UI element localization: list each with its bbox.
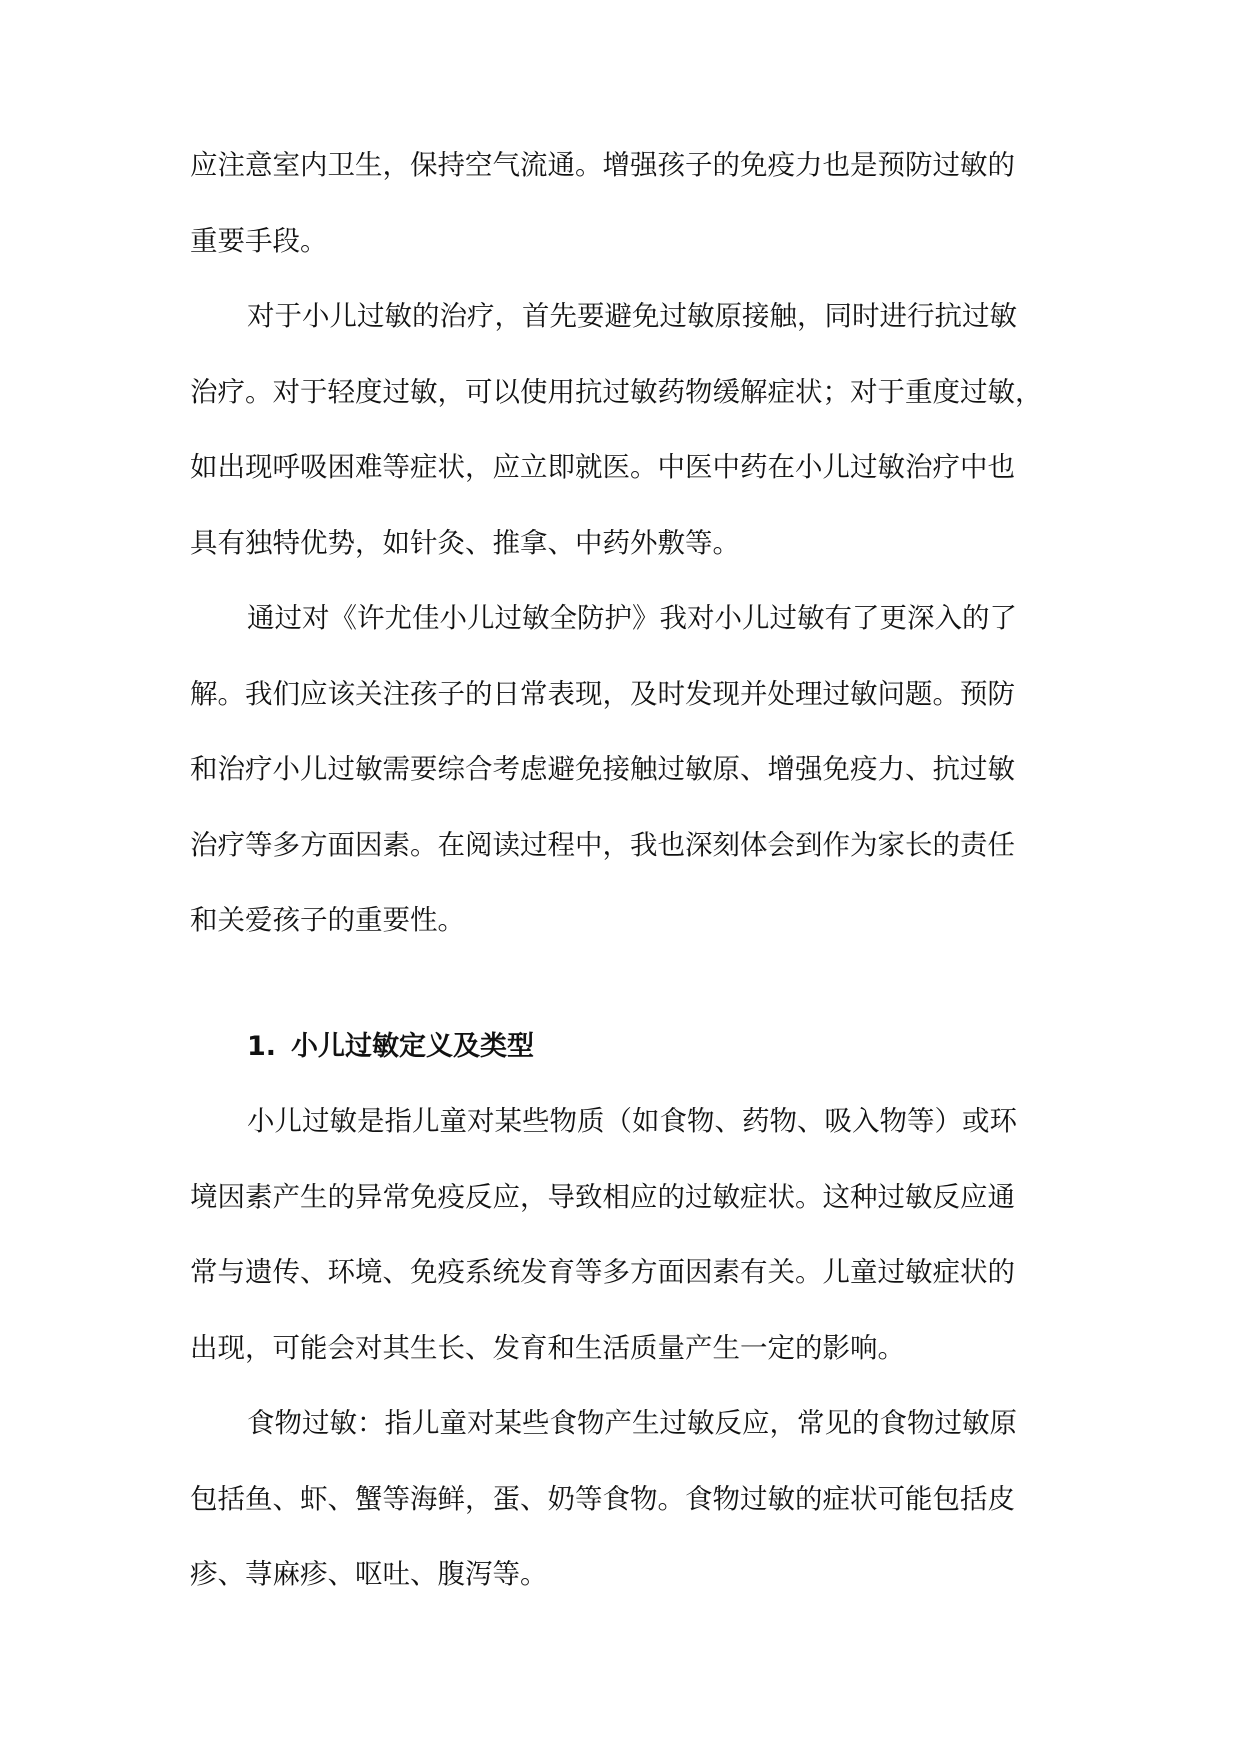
paragraph-allergy-definition: 小儿过敏是指儿童对某些物质（如食物、药物、吸入物等）或环 境因素产生的异常免疫反应，导致相应的过敏症状。这种过敏反应通 常与遗传、环境、免疫系统发育等多方面因素有关。儿童过敏症状的 出现，可能会对其生长、发育和生活质量产生一定的影响。	[190, 1105, 1017, 1364]
section-heading-number: 1.	[247, 1030, 277, 1062]
paragraph-prevention-end: 应注意室内卫生，保持空气流通。增强孩子的免疫力也是预防过敏的 重要手段。	[190, 149, 1015, 257]
section-heading	[190, 1009, 1052, 1085]
paragraph-reading-reflection: 通过对《许尤佳小儿过敏全防护》我对小儿过敏有了更深入的了 解。我们应该关注孩子的日常表现，及时发现并处理过敏问题。预防 和治疗小儿过敏需要综合考虑避免接触过敏原、增强免疫力、抗过敏 治疗等多方面因素。在阅读过程中，我也深刻体会到作为家长的责任 和关爱孩子的重要性。	[190, 602, 1017, 936]
section-heading-title: 小儿过敏定义及类型	[291, 1030, 534, 1062]
paragraph-treatment: 对于小儿过敏的治疗，首先要避免过敏原接触，同时进行抗过敏 治疗。对于轻度过敏，可以使用抗过敏药物缓解症状；对于重度过敏， 如出现呼吸困难等症状，应立即就医。中医中药在小儿过敏治疗中也 具有独特优势，如针灸、推拿、中药外敷等。	[190, 300, 1043, 559]
paragraph-food-allergy: 食物过敏：指儿童对某些食物产生过敏反应，常见的食物过敏原 包括鱼、虾、蟹等海鲜，蛋、奶等食物。食物过敏的症状可能包括皮 疹、荨麻疹、呕吐、腹泻等。	[190, 1407, 1017, 1590]
document-page	[190, 128, 1052, 1613]
